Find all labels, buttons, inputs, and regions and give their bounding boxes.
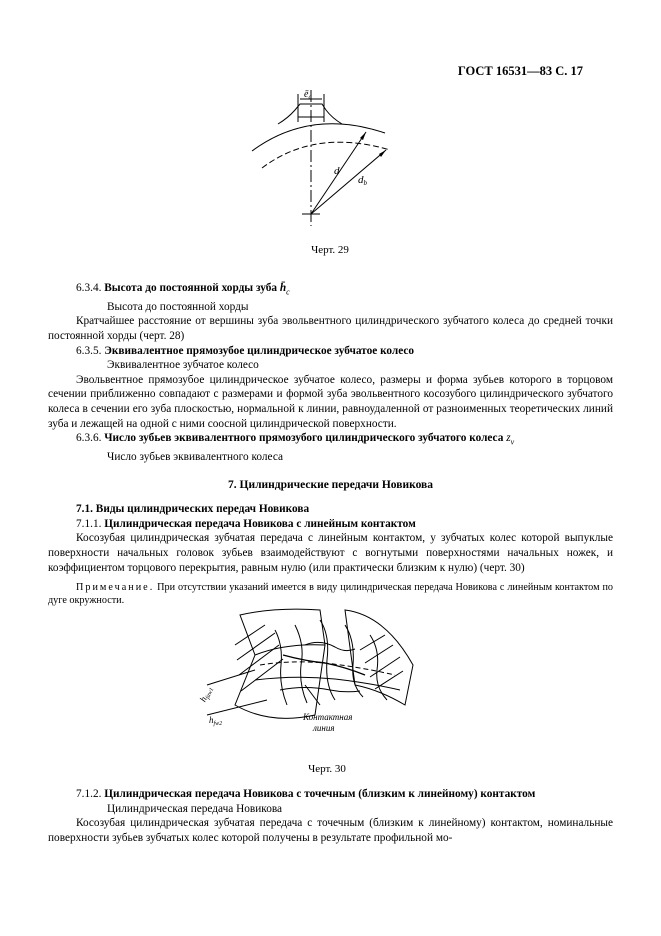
gear-2-body xyxy=(345,610,413,705)
radius-db xyxy=(311,150,386,214)
tooth-line-2 xyxy=(320,620,335,700)
base-circle-arc xyxy=(262,142,390,168)
clause-6-3-6-term: Число зубьев эквивалентного колеса xyxy=(107,451,283,464)
clause-7-1-heading: 7.1. Виды цилиндрических передач Новикова xyxy=(76,503,310,516)
label-db: db xyxy=(358,174,367,187)
clause-6-3-5-definition: Эвольвентное прямозубое цилиндрическое зубчатое колесо, размеры и форма зубьев которого в торцовом сечении приближенно совпадают с размерами и формой зуба эвольвентного косозубого цилиндрического зубчатого колеса в сечении его зуба плоскостью, нормальной к линии, равноудаленной от разноименных теоретических линий зуба и лежащей на одной с ними соосной цилиндрической поверхности. xyxy=(48,373,613,430)
clause-6-3-5-term: Эквивалентное зубчатое колесо xyxy=(107,359,259,372)
clause-6-3-6-heading: 6.3.6. Число зубьев эквивалентного прямозубого цилиндрического зубчатого колеса $z_v$ xyxy=(76,432,515,447)
tooth-profile xyxy=(278,104,342,124)
tooth-line-1 xyxy=(275,630,287,705)
clause-6-3-4-definition: Кратчайшее расстояние от вершины зуба эвольвентного цилиндрического зубчатого колеса до средней точки постоянной хорды (черт. 28) xyxy=(48,315,613,343)
clause-6-3-4-heading: 6.3.4. Высота до постоянной хорды зуба $h̄_c$ xyxy=(76,282,290,297)
label-d: d xyxy=(334,165,340,177)
label-contact-line-2: линия xyxy=(313,723,335,733)
page-header: ГОСТ 16531—83 С. 17 xyxy=(457,64,583,78)
clause-6-3-4-term: Высота до постоянной хорды xyxy=(107,300,249,313)
section-7-title: 7. Цилиндрические передачи Новикова xyxy=(228,478,433,491)
label-contact-line-1: Контактная xyxy=(303,712,353,722)
clause-7-1-2-definition: Косозубая цилиндрическая зубчатая передача с точечным (близким к линейному) контактом, номинальные поверхности зубьев зубчатых колес которой получены в результате профильной мо- xyxy=(48,817,613,844)
figure-29-caption: Черт. 29 xyxy=(311,244,349,256)
figure-30 xyxy=(195,605,425,745)
label-hfw2: $h_{fw2}$ xyxy=(209,715,223,727)
clause-7-1-1-heading: 7.1.1. Цилиндрическая передача Новикова с линейным контактом xyxy=(76,517,416,530)
figure-30-drawing xyxy=(195,605,425,745)
figure-29 xyxy=(240,88,420,228)
label-hfaw1: $h_{faw1}$ xyxy=(197,687,216,704)
gear-1-face xyxy=(240,609,325,655)
text-block-top xyxy=(48,281,613,617)
clause-7-1-2-heading: 7.1.2. Цилиндрическая передача Новикова с точечным (близким к линейному) контактом xyxy=(76,788,536,800)
label-ec: $ē_c$ xyxy=(304,89,312,101)
gear-1-body xyxy=(235,645,325,718)
clause-7-1-1-note: Примечание. При отсутствии указаний имеется в виду цилиндрическая передача Новикова с линейным контактом по дуге окружности. xyxy=(48,582,613,607)
clause-6-3-5-heading: 6.3.5. Эквивалентное прямозубое цилиндрическое зубчатое колесо xyxy=(76,344,415,357)
clause-7-1-1-definition: Косозубая цилиндрическая зубчатая передача с линейным контактом, у зубчатых колес которой выпуклые поверхности начальных головок зубьев взаимодействуют с вогнутыми поверхностями начальных ножек, и коэффициентом торцового перекрытия, равным нулю (или практически близким к нулю) (черт. 30) xyxy=(48,532,613,574)
figure-29-drawing xyxy=(240,88,420,228)
clause-7-1-2-term: Цилиндрическая передача Новикова xyxy=(107,802,283,815)
tip-circle-arc xyxy=(252,124,385,151)
text-block-bottom xyxy=(48,787,613,845)
figure-30-caption: Черт. 30 xyxy=(308,763,346,775)
